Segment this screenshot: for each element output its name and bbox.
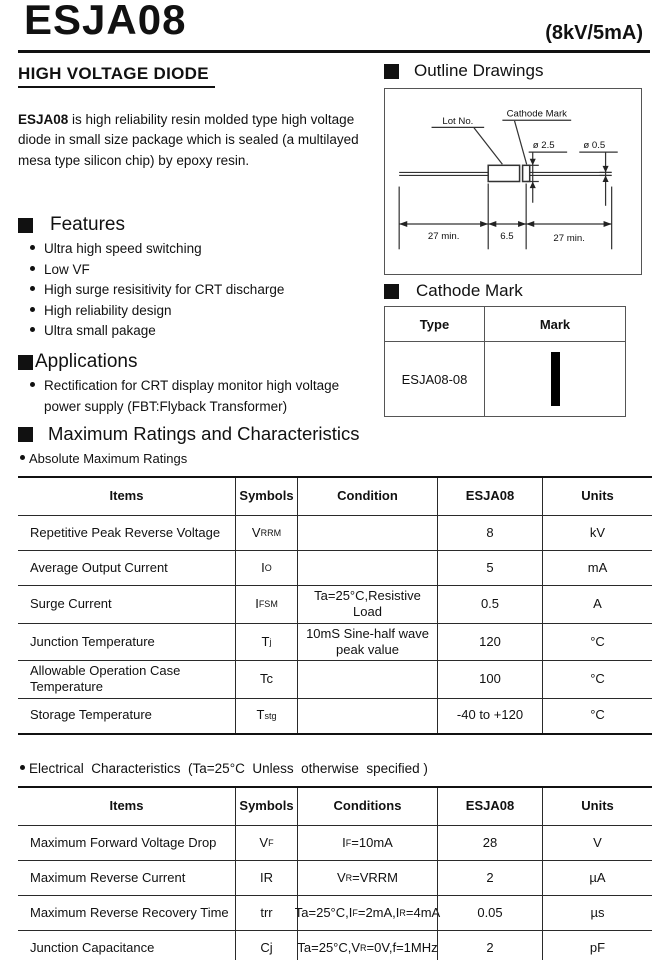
dim-mid-label: 6.5 — [500, 231, 514, 243]
application-line1: Rectification for CRT display monitor high voltage — [44, 378, 340, 393]
lot-no-label: Lot No. — [442, 115, 474, 127]
bullet-icon — [30, 286, 35, 291]
cell-unit: pF — [542, 931, 652, 960]
cell-item: Maximum Reverse Recovery Time — [30, 904, 229, 920]
cell-condition: I F =10mA — [297, 826, 437, 860]
table-row — [385, 342, 625, 416]
cell-item: Maximum Forward Voltage Drop — [30, 834, 217, 850]
cell-value: 120 — [437, 624, 542, 661]
cell-symbol: IR — [235, 861, 297, 895]
section-square-icon — [384, 284, 399, 299]
list-item — [30, 241, 284, 256]
cell-unit: kV — [542, 516, 652, 550]
applications-title: Applications — [35, 351, 138, 372]
col-header-condition: Condition — [297, 478, 437, 515]
cell-unit: A — [542, 586, 652, 623]
cell-unit: °C — [542, 624, 652, 661]
cathode-mark-label: Cathode Mark — [506, 108, 567, 120]
col-header-esja08: ESJA08 — [437, 478, 542, 515]
abs-max-subtitle — [20, 451, 187, 466]
bullet-icon — [30, 382, 35, 387]
cathode-mark-bar-icon — [551, 352, 560, 406]
col-header-mark: Mark — [484, 307, 625, 341]
bullet-icon — [20, 455, 25, 460]
description — [18, 110, 372, 171]
dim-right-label: 27 min. — [553, 233, 585, 245]
cell-symbol: I O — [235, 551, 297, 585]
cell-item: Repetitive Peak Reverse Voltage — [30, 524, 221, 540]
table-row — [18, 861, 652, 896]
table-row — [18, 586, 652, 624]
cell-value: 100 — [437, 661, 542, 698]
section-square-icon — [18, 355, 33, 370]
electrical-table — [18, 786, 652, 960]
cell-condition — [297, 661, 437, 698]
bullet-icon — [30, 266, 35, 271]
table-row — [18, 826, 652, 861]
cathode-band — [523, 165, 530, 181]
features-heading — [18, 214, 125, 236]
cell-item: Maximum Reverse Current — [30, 869, 186, 885]
cell-symbol: V F — [235, 826, 297, 860]
cell-symbol: I FSM — [235, 586, 297, 623]
col-header-symbols: Symbols — [235, 478, 297, 515]
outline-heading — [384, 61, 543, 81]
cathode-mark-heading — [384, 281, 523, 301]
bullet-icon — [30, 245, 35, 250]
max-ratings-title: Maximum Ratings and Characteristics — [48, 423, 360, 444]
section-square-icon — [18, 218, 33, 233]
cathode-mark-table — [384, 306, 626, 417]
cell-condition — [297, 516, 437, 550]
bullet-icon — [30, 327, 35, 332]
col-header-type: Type — [419, 316, 450, 332]
diode-outline-drawing — [385, 89, 641, 274]
abs-max-table — [18, 476, 652, 735]
outline-title: Outline Drawings — [414, 61, 544, 80]
list-item — [30, 262, 284, 277]
table-row — [18, 516, 652, 551]
table-row — [18, 624, 652, 662]
electrical-subtitle-text: Electrical Characteristics (Ta=25°C Unless otherwise specified ) — [29, 761, 428, 776]
cell-unit: µs — [542, 896, 652, 930]
cell-item: Average Output Current — [30, 559, 168, 575]
cell-condition: Ta=25°C,V R =0V,f=1MHz — [297, 931, 437, 960]
cell-value: 8 — [437, 516, 542, 550]
col-header-units: Units — [542, 478, 652, 515]
cell-value: 0.5 — [437, 586, 542, 623]
cell-item: Junction Capacitance — [30, 939, 155, 955]
cell-value: 0.05 — [437, 896, 542, 930]
cell-condition: V R =VRRM — [297, 861, 437, 895]
cell-unit: V — [542, 826, 652, 860]
cell-condition: 10mS Sine-half wave peak value — [297, 624, 437, 661]
rating-label: (8kV/5mA) — [545, 22, 643, 44]
cell-unit: °C — [542, 661, 652, 698]
electrical-table-body — [18, 826, 652, 960]
table-header-row — [18, 788, 652, 826]
features-title: Features — [50, 214, 125, 235]
cell-unit: mA — [542, 551, 652, 585]
cell-value: 28 — [437, 826, 542, 860]
table-row — [18, 551, 652, 586]
abs-max-table-body — [18, 516, 652, 733]
col-header-conditions: Conditions — [297, 788, 437, 825]
bullet-icon — [20, 765, 25, 770]
diode-body — [488, 165, 519, 181]
cell-symbol: Tc — [235, 661, 297, 698]
list-item-label: High surge resisitivity for CRT discharge — [44, 282, 285, 297]
section-square-icon — [384, 64, 399, 79]
cell-value: -40 to +120 — [437, 699, 542, 733]
cell-item: Junction Temperature — [30, 633, 155, 649]
application-item — [30, 376, 339, 397]
cell-condition: Ta=25°C,Resistive Load — [297, 586, 437, 623]
list-item-label: Low VF — [44, 261, 90, 277]
list-item — [30, 323, 284, 338]
cell-value: 2 — [437, 931, 542, 960]
applications-heading — [18, 351, 137, 373]
page-title: ESJA08 — [24, 0, 187, 43]
list-item — [30, 282, 284, 297]
list-item-label: Ultra high speed switching — [44, 241, 202, 256]
col-header-items: Items — [109, 798, 144, 814]
table-row — [18, 931, 652, 960]
section-square-icon — [18, 427, 33, 442]
electrical-subtitle — [20, 761, 428, 776]
cell-symbol: T stg — [235, 699, 297, 733]
cell-condition — [297, 699, 437, 733]
col-header-items: Items — [109, 488, 144, 504]
product-subtitle: HIGH VOLTAGE DIODE — [18, 64, 215, 88]
cell-item: Storage Temperature — [30, 707, 152, 723]
cell-condition — [297, 551, 437, 585]
description-part: ESJA08 — [18, 112, 69, 127]
table-header-row — [18, 478, 652, 516]
cell-symbol: trr — [235, 896, 297, 930]
cell-unit: °C — [542, 699, 652, 733]
list-item-label: Ultra small pakage — [44, 323, 156, 338]
cell-value: 2 — [437, 861, 542, 895]
cell-symbol: V RRM — [235, 516, 297, 550]
type-value: ESJA08-08 — [401, 371, 468, 387]
cathode-mark-title: Cathode Mark — [416, 281, 523, 300]
abs-max-subtitle-text: Absolute Maximum Ratings — [29, 451, 188, 466]
title-rule — [18, 50, 650, 53]
col-header-esja08: ESJA08 — [437, 788, 542, 825]
cell-item: Allowable Operation Case Temperature — [30, 663, 181, 695]
bullet-icon — [30, 307, 35, 312]
cell-unit: µA — [542, 861, 652, 895]
col-header-symbols: Symbols — [235, 788, 297, 825]
max-ratings-heading — [18, 423, 360, 445]
table-header-row — [385, 307, 625, 342]
list-item — [30, 303, 284, 318]
application-line2: power supply (FBT:Flyback Transformer) — [44, 398, 288, 414]
cell-value: 5 — [437, 551, 542, 585]
outline-drawing — [384, 88, 642, 275]
table-row — [18, 661, 652, 699]
features-list — [30, 241, 284, 344]
col-header-units: Units — [542, 788, 652, 825]
dim-left-label: 27 min. — [427, 231, 460, 243]
description-text: is high reliability resin molded type high voltage diode in small size package which is sealed (a multilayed mesa type silicon chip) by epoxy resin. — [18, 112, 359, 168]
table-row — [18, 699, 652, 733]
body-diameter-label: ø 2.5 — [532, 140, 555, 152]
cell-symbol: T j — [235, 624, 297, 661]
mark-cell — [484, 342, 625, 416]
cell-item: Surge Current — [30, 596, 112, 612]
cell-symbol: Cj — [235, 931, 297, 960]
applications-list — [30, 376, 339, 418]
lead-diameter-label: ø 0.5 — [583, 140, 606, 152]
cell-condition: Ta=25°C,I F =2mA,I R =4mA — [297, 896, 437, 930]
list-item-label: High reliability design — [44, 302, 172, 318]
table-row — [18, 896, 652, 931]
